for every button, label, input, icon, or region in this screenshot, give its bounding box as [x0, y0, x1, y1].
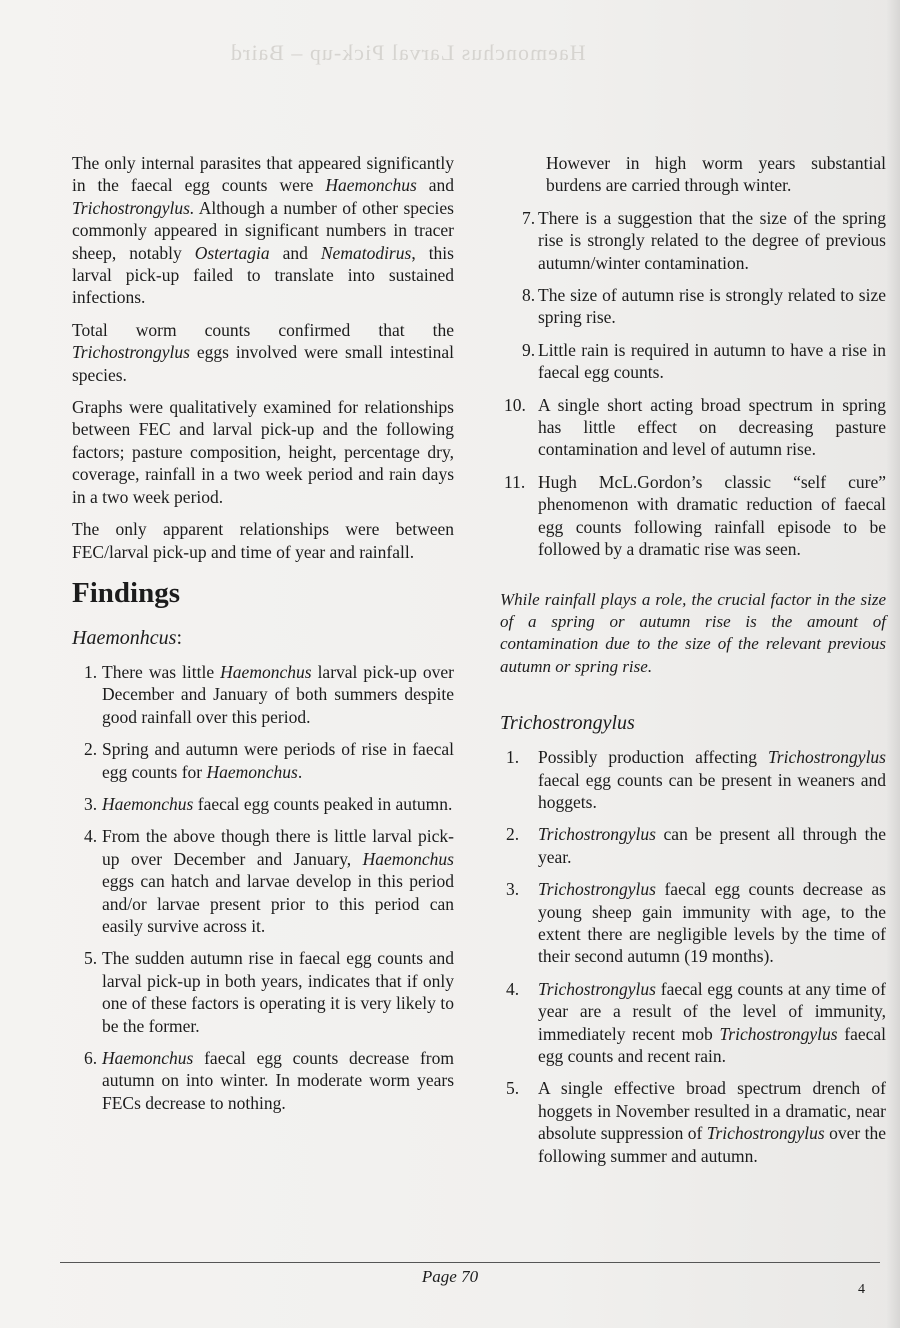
continued-item-text: However in high worm years substantial burdens are carried through winter.: [546, 153, 886, 196]
list-item: 9. Little rain is required in autumn to have a rise in faecal egg counts.: [522, 339, 886, 383]
haemonchus-heading: Haemonhcus:: [72, 626, 182, 649]
intro-paragraph: The only internal parasites that appeared significantly in the faecal egg counts were Haemonchus and Trichostrongylus. Although a number of other species commonly appeared in significant numbers in tracer sheep, notably Ostertagia and Nematodirus, this larval pick-up failed to translate into sustained infections.: [72, 153, 454, 308]
list-item: 7. There is a suggestion that the size of the spring rise is strongly related to the degree of previous autumn/winter contamination.: [522, 207, 886, 273]
list-item: 3. Trichostrongylus faecal egg counts decrease as young sheep gain immunity with age, to the extent there are negligible levels by the time of their second autumn (19 months).: [506, 879, 886, 967]
list-item: 2. Trichostrongylus can be present all through the year.: [506, 824, 886, 867]
findings-heading: Findings: [72, 576, 180, 609]
list-item: 5. The sudden autumn rise in faecal egg counts and larval pick-up in both years, indicates that if only one of these factors is operating it is very likely to be the former.: [84, 948, 454, 1036]
list-item: 1. Possibly production affecting Trichostrongylus faecal egg counts can be present in weaners and hoggets.: [506, 747, 886, 812]
list-item: 4. Trichostrongylus faecal egg counts at any time of year are a result of the level of immunity, immediately recent mob Trichostrongylus faecal egg counts and recent rain.: [506, 978, 887, 1066]
conclusion-paragraph: While rainfall plays a role, the crucial factor in the size of a spring or autumn rise is the amount of contamination due to the size of the relevant previous autumn or spring rise.: [500, 589, 886, 676]
list-item: 8. The size of autumn rise is strongly related to size spring rise.: [522, 285, 886, 328]
haemonchus-findings-list: [72, 661, 454, 1114]
list-item: 5. A single effective broad spectrum drench of hoggets in November resulted in a dramatic, near absolute suppression of Trichostrongylus over the following summer and autumn.: [506, 1078, 886, 1166]
corner-number: 4: [858, 1282, 865, 1297]
haemonchus-findings-list-continued: [500, 207, 886, 561]
list-item: 4. From the above though there is little larval pick-up over December and January, Haemonchus eggs can hatch and larvae develop in this period and/or larvae present prior to this period can easily survive across it.: [84, 826, 454, 936]
right-column: [500, 152, 886, 1177]
footer-rule: [60, 1262, 880, 1263]
worm-count-paragraph: Total worm counts confirmed that the Trichostrongylus eggs involved were small intestinal species.: [72, 319, 454, 385]
list-item: 6. Haemonchus faecal egg counts decrease from autumn on into winter. In moderate worm years FECs decrease to nothing.: [84, 1048, 454, 1113]
bleed-through-title: Haemonchus Larval Pick-up – Baird: [230, 40, 586, 65]
list-item: 3. Haemonchus faecal egg counts peaked in autumn.: [84, 793, 453, 814]
left-column: [72, 152, 454, 1124]
list-item: 10. A single short acting broad spectrum in spring has little effect on decreasing pasture contamination and level of autumn rise.: [504, 394, 886, 460]
list-item: 2. Spring and autumn were periods of rise in faecal egg counts for Haemonchus.: [84, 739, 454, 782]
page-number: Page 70: [421, 1267, 479, 1286]
list-item: 1. There was little Haemonchus larval pick-up over December and January of both summers despite good rainfall over this period.: [84, 661, 454, 727]
trichostrongylus-findings-list: [500, 746, 886, 1167]
trichostrongylus-heading: Trichostrongylus: [500, 712, 635, 735]
page-edge-shadow: [886, 0, 900, 1328]
relationships-paragraph: The only apparent relationships were between FEC/larval pick-up and time of year and rainfall.: [72, 519, 454, 562]
list-item: 11. Hugh McL.Gordon’s classic “self cure” phenomenon with dramatic reduction of faecal egg counts following rainfall episode to be followed by a dramatic rise was seen.: [504, 471, 886, 560]
graphs-paragraph: Graphs were qualitatively examined for relationships between FEC and larval pick-up and the following factors; pasture composition, height, percentage dry, coverage, rainfall in a two week period and rain days in a two week period.: [72, 397, 454, 507]
